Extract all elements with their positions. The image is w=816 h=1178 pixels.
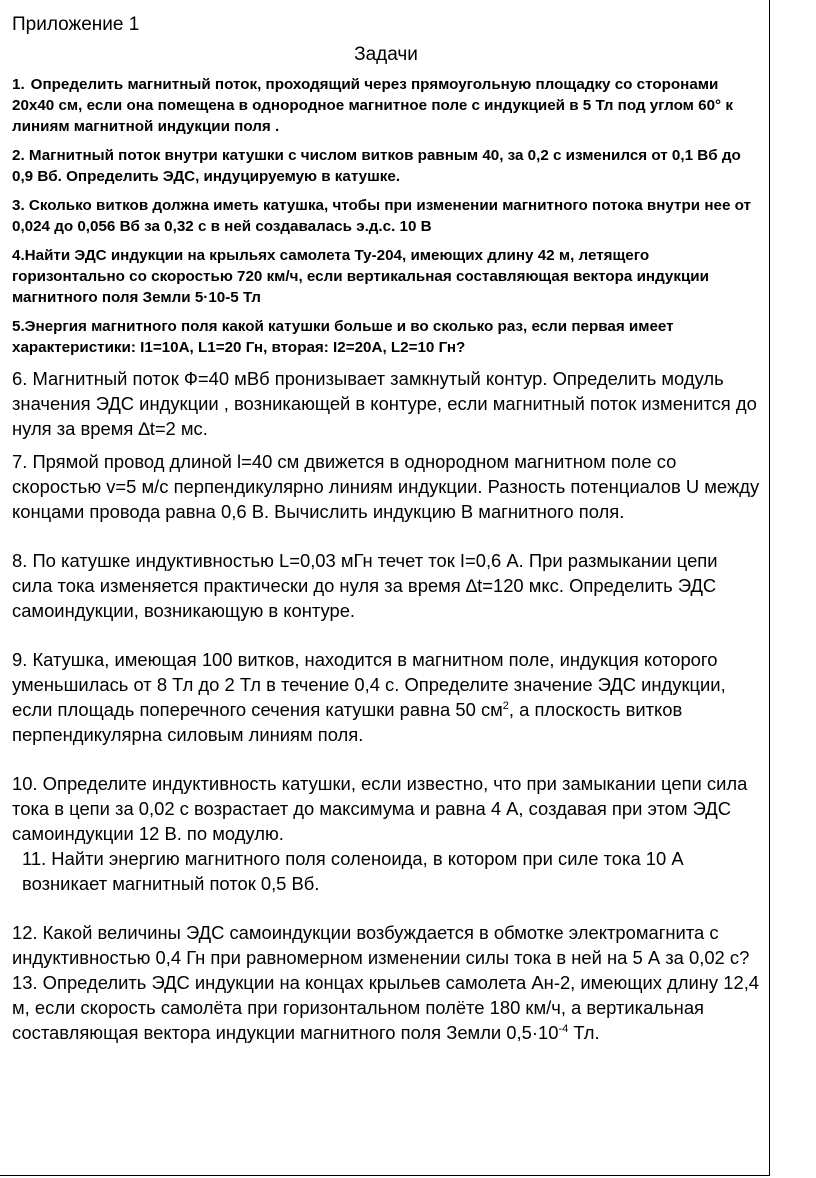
task-9 bbox=[12, 647, 760, 747]
task-1-number: 1. bbox=[12, 76, 25, 93]
task-1 bbox=[12, 74, 760, 137]
task-9-superscript: 2 bbox=[502, 699, 509, 712]
task-13-text-end: Тл. bbox=[568, 1022, 600, 1043]
task-13-text: 13. Определить ЭДС индукции на концах крыльев самолета Ан-2, имеющих длину 12,4 м, если скорость самолёта при горизонтальном полёте 180 км/ч, а вертикальная составляющая вектора индукции магнитного поля Земли 0,5·10 bbox=[12, 972, 760, 1043]
task-8: 8. По катушке индуктивностью L=0,03 мГн течет ток I=0,6 А. При размыкании цепи сила тока изменяется практически до нуля за время ∆t=120 мкс. Определить ЭДС самоиндукции, возникающую в контуре. bbox=[12, 550, 718, 621]
task-4: 4.Найти ЭДС индукции на крыльях самолета Ту-204, имеющих длину 42 м, летящего горизонтально со скоростью 720 км/ч, если вертикальная составляющая вектора индукции магнитного поля Земли 5·10-5 Тл bbox=[12, 247, 709, 306]
document-body bbox=[12, 10, 760, 1053]
task-13 bbox=[12, 970, 760, 1045]
task-6: 6. Магнитный поток Ф=40 мВб пронизывает замкнутый контур. Определить модуль значения ЭДС индукции , возникающей в контуре, если магнитный поток изменится до нуля за время ∆t=2 мс. bbox=[12, 368, 757, 439]
task-9-text-end: , а плоскость витков перпендикулярна силовым линиям поля. bbox=[12, 699, 683, 745]
task-11: 11. Найти энергию магнитного поля соленоида, в котором при силе тока 10 А возникает магнитный поток 0,5 Вб. bbox=[22, 848, 684, 894]
task-7: 7. Прямой провод длиной l=40 см движется в однородном магнитном поле со скоростью v=5 м/с перпендикулярно линиям индукции. Разность потенциалов U между концами провода равна 0,6 В. Вычислить индукцию В магнитного поля. bbox=[12, 451, 760, 522]
appendix-label: Приложение 1 bbox=[12, 14, 140, 35]
task-12: 12. Какой величины ЭДС самоиндукции возбуждается в обмотке электромагнита с индуктивностью 0,4 Гн при равномерном изменении силы тока в ней на 5 А за 0,02 с? bbox=[12, 922, 750, 968]
task-13-superscript: -4 bbox=[558, 1022, 569, 1035]
task-3: 3. Сколько витков должна иметь катушка, чтобы при изменении магнитного потока внутри нее от 0,024 до 0,056 Вб за 0,32 с в ней создавалась э.д.с. 10 В bbox=[12, 197, 751, 235]
task-5: 5.Энергия магнитного поля какой катушки больше и во сколько раз, если первая имеет характеристики: I1=10А, L1=20 Гн, вторая: I2=20А, L2=10 Гн? bbox=[12, 318, 674, 356]
task-10: 10. Определите индуктивность катушки, если известно, что при замыкании цепи сила тока в цепи за 0,02 с возрастает до максимума и равна 4 А, создавая при этом ЭДС самоиндукции 12 В. по модулю. bbox=[12, 773, 748, 844]
tasks-heading: Задачи bbox=[354, 44, 418, 65]
task-9-text: 9. Катушка, имеющая 100 витков, находится в магнитном поле, индукция которого уменьшилась от 8 Тл до 2 Тл в течение 0,4 с. Определите значение ЭДС индукции, если площадь поперечного сечения катушки равна 50 см bbox=[12, 649, 726, 720]
task-1-text: Определить магнитный поток, проходящий через прямоугольную площадку со сторонами 20х40 см, если она помещена в однородное магнитное поле с индукцией в 5 Тл под углом 60° к линиям магнитной индукции поля . bbox=[12, 76, 733, 135]
task-2: 2. Магнитный поток внутри катушки с числом витков равным 40, за 0,2 с изменился от 0,1 Вб до 0,9 Вб. Определить ЭДС, индуцируемую в катушке. bbox=[12, 147, 741, 185]
